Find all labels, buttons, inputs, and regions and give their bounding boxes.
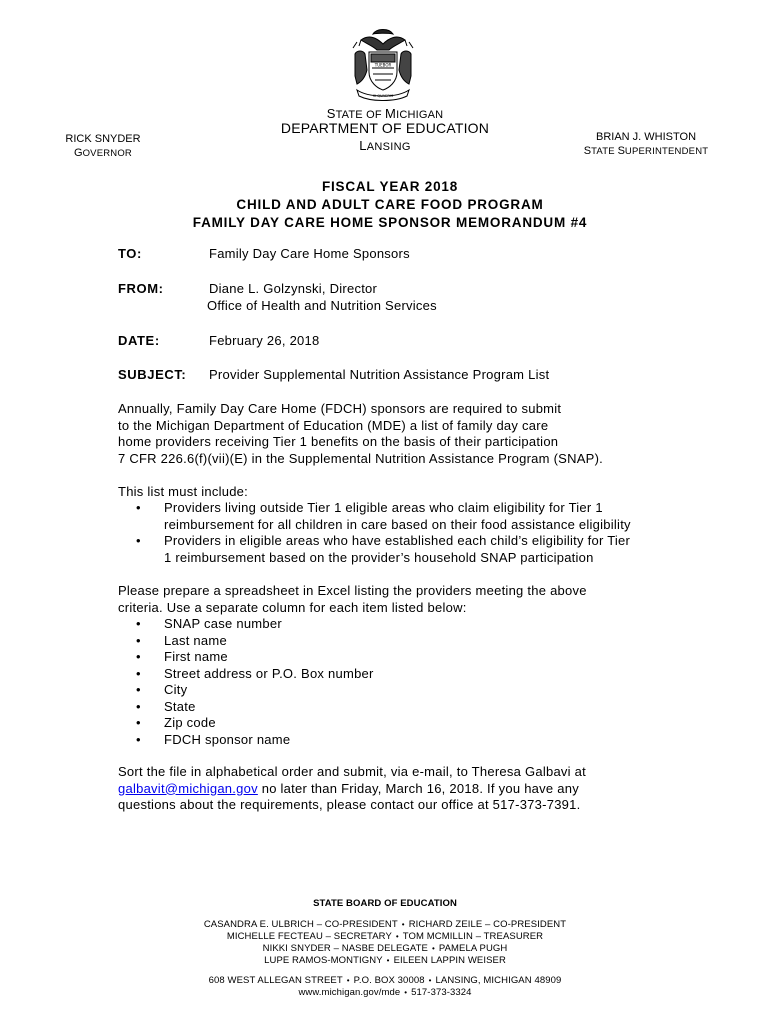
superintendent-title: STATE SUPERINTENDENT <box>583 145 709 157</box>
email-link[interactable]: galbavit@michigan.gov <box>118 780 258 796</box>
governor-block <box>40 132 166 161</box>
phone-text: 517-373-3324 <box>411 987 472 998</box>
closing-paragraph <box>118 764 698 814</box>
svg-text:SI QUAERIS: SI QUAERIS <box>372 94 394 98</box>
paragraph-line: questions about the requirements, please contact our office at 517-373-7391. <box>118 797 581 812</box>
paragraph-line: Please prepare a spreadsheet in Excel listing the providers meeting the above <box>118 583 587 598</box>
intro-paragraph <box>118 401 698 467</box>
list-item: • First name <box>118 649 374 666</box>
list-item: • SNAP case number <box>118 616 374 633</box>
website-text: www.michigan.gov/mde <box>298 987 401 998</box>
subject-label: SUBJECT: <box>118 367 187 382</box>
from-value-line: Diane L. Golzynski, Director <box>209 281 378 296</box>
board-title: STATE BOARD OF EDUCATION <box>313 898 457 909</box>
list-item: • Providers in eligible areas who have established each child’s eligibility for Tier 1 reimbursement based on the provider’s household SNAP participation <box>118 533 631 566</box>
contact-line: www.michigan.gov/mde • 517-373-3324 <box>298 987 472 998</box>
city-line: LANSING <box>359 138 411 153</box>
to-value: Family Day Care Home Sponsors <box>209 246 410 261</box>
board-row: CASANDRA E. ULBRICH – CO-PRESIDENT • RICHARD ZEILE – CO-PRESIDENT <box>203 919 567 930</box>
list-item: • State <box>118 699 374 716</box>
include-list <box>118 500 631 566</box>
from-label: FROM: <box>118 281 164 296</box>
state-of-michigan-line: STATE OF MICHIGAN <box>326 106 444 121</box>
from-value-line: Office of Health and Nutrition Services <box>207 298 437 313</box>
memo-title <box>120 178 660 232</box>
address-line: 608 WEST ALLEGAN STREET • P.O. BOX 30008 • LANSING, MICHIGAN 48909 <box>208 975 562 986</box>
paragraph-line: home providers receiving Tier 1 benefits on the basis of their participation <box>118 434 559 449</box>
memo-title-line: FAMILY DAY CARE HOME SPONSOR MEMORANDUM #4 <box>192 215 588 230</box>
list-item: • FDCH sponsor name <box>118 732 374 749</box>
paragraph-line: 7 CFR 226.6(f)(vii)(E) in the Supplemental Nutrition Assistance Program (SNAP). <box>118 450 604 466</box>
paragraph-line: Annually, Family Day Care Home (FDCH) sponsors are required to submit <box>118 401 562 416</box>
board-row: MICHELLE FECTEAU – SECRETARY • TOM MCMILLIN – TREASURER <box>226 931 544 942</box>
list-item: • Providers living outside Tier 1 eligible areas who claim eligibility for Tier 1 reimbursement for all children in care based on their food assistance eligibility <box>118 500 631 533</box>
list-item: • Last name <box>118 633 374 650</box>
superintendent-block <box>578 130 714 159</box>
list-intro: This list must include: <box>118 484 249 499</box>
governor-title: GOVERNOR <box>74 147 132 159</box>
subject-value: Provider Supplemental Nutrition Assistance Program List <box>209 367 550 382</box>
board-members <box>150 919 620 967</box>
michigan-state-seal-icon <box>347 24 419 104</box>
memo-title-line: CHILD AND ADULT CARE FOOD PROGRAM <box>236 197 544 212</box>
list-item: • Zip code <box>118 715 374 732</box>
date-label: DATE: <box>118 333 160 348</box>
superintendent-name: BRIAN J. WHISTON <box>595 131 697 143</box>
paragraph-line: Sort the file in alphabetical order and submit, via e-mail, to Theresa Galbavi at <box>118 764 587 779</box>
column-list <box>118 616 374 748</box>
svg-text:TUEBOR: TUEBOR <box>374 62 392 68</box>
to-label: TO: <box>118 246 142 261</box>
list-item: • City <box>118 682 374 699</box>
memo-title-line: FISCAL YEAR 2018 <box>321 179 459 194</box>
paragraph-line: galbavit@michigan.gov no later than Friday, March 16, 2018. If you have any <box>118 780 579 796</box>
list-item: • Street address or P.O. Box number <box>118 666 374 683</box>
spreadsheet-paragraph <box>118 583 698 616</box>
department-name: DEPARTMENT OF EDUCATION <box>280 120 490 136</box>
board-row: NIKKI SNYDER – NASBE DELEGATE • PAMELA PUGH <box>262 943 508 954</box>
paragraph-line: criteria. Use a separate column for each item listed below: <box>118 599 467 615</box>
board-row: LUPE RAMOS-MONTIGNY • EILEEN LAPPIN WEISER <box>264 955 506 966</box>
paragraph-line: to the Michigan Department of Education (MDE) a list of family day care <box>118 417 549 433</box>
date-value: February 26, 2018 <box>209 333 320 348</box>
governor-name: RICK SNYDER <box>65 133 141 145</box>
address-block <box>150 975 620 999</box>
